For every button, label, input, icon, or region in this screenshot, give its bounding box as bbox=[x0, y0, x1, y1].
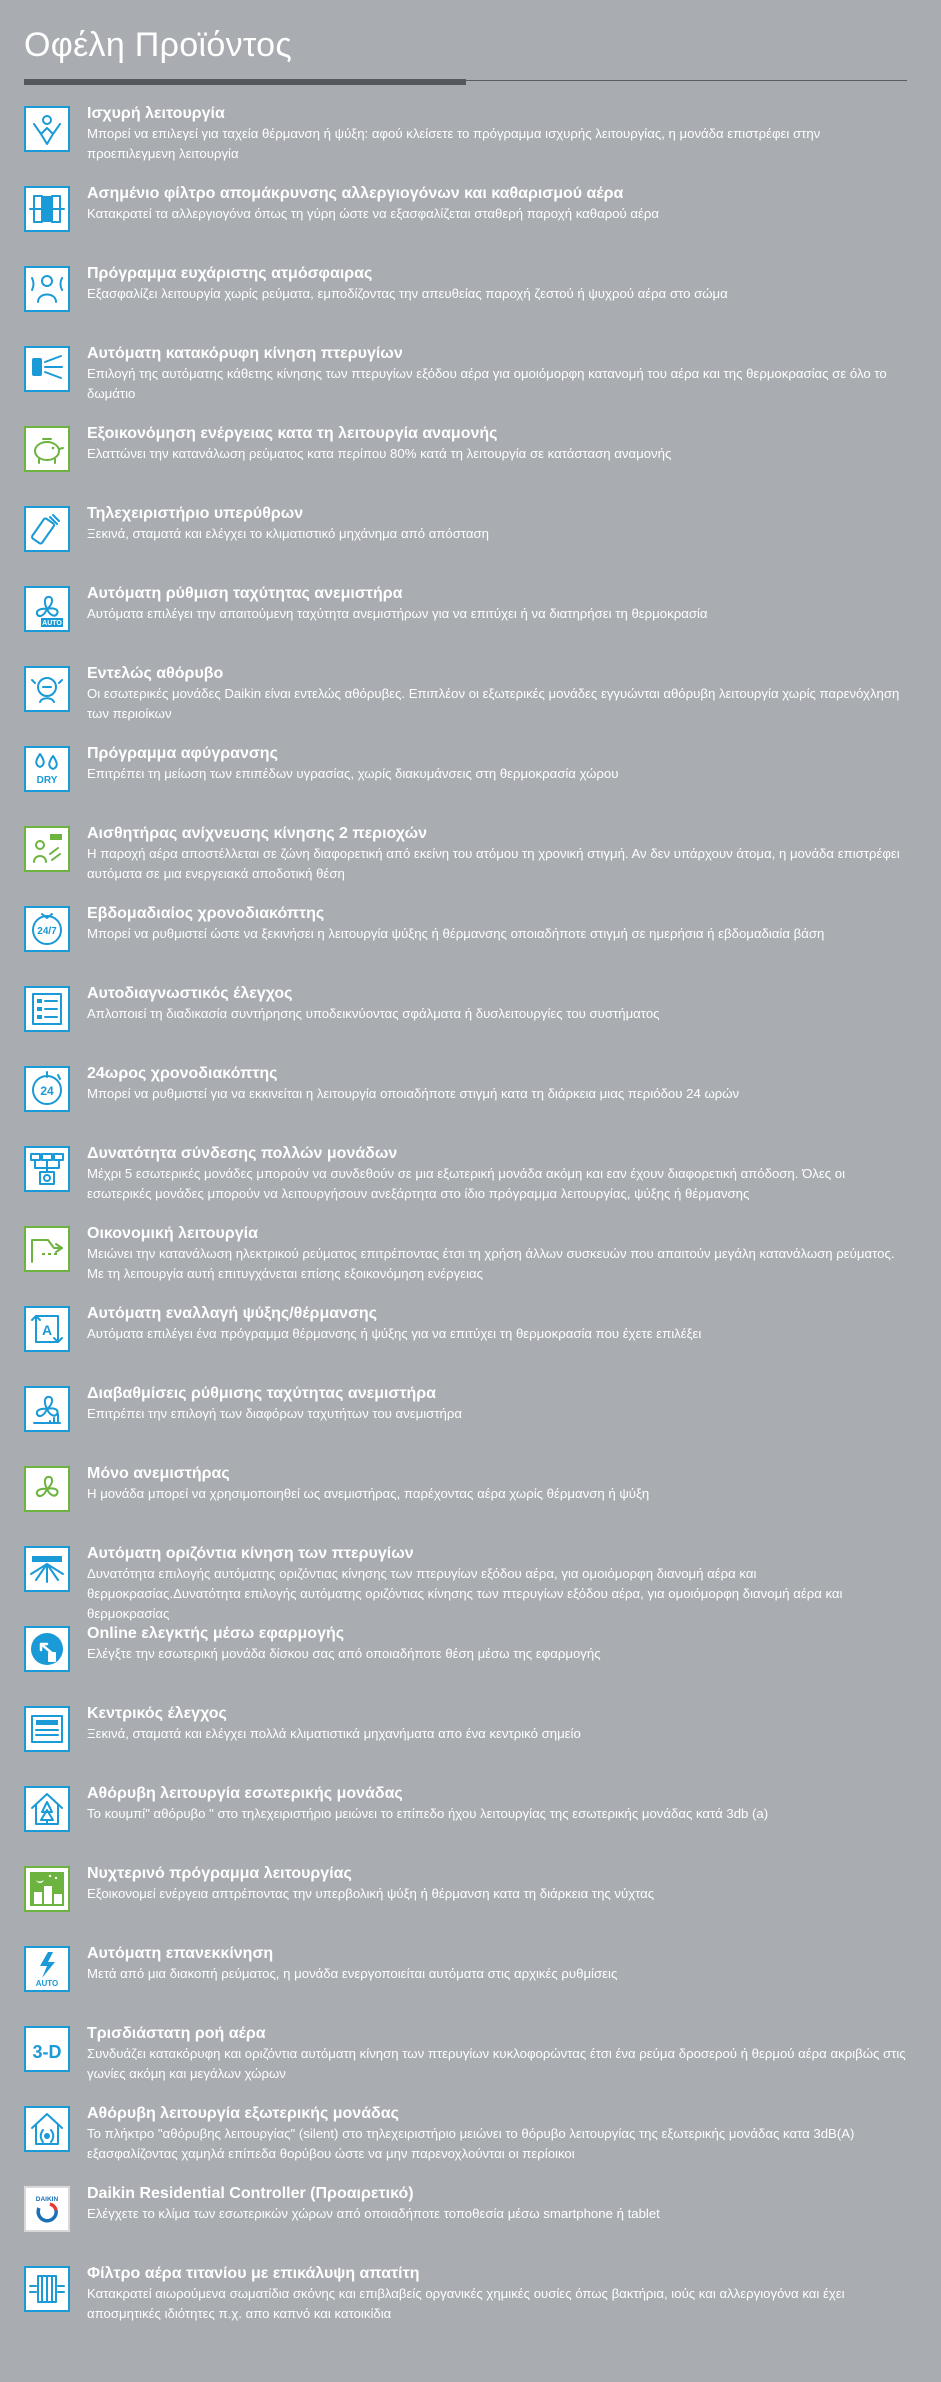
feature-description: Μπορεί να επιλεγεί για ταχεία θέρμανση ή ψύξη: αφού κλείσετε το πρόγραμμα ισχυρής λειτουργίας, η μονάδα επιστρέφει στην προεπιλεγμενη λειτουργία bbox=[87, 126, 821, 161]
titanium-filter-icon bbox=[24, 2266, 70, 2312]
feature-description: Ξεκινά, σταματά και ελέγχει πολλά κλιματιστικά μηχανήματα απο ένα κεντρικό σημείο bbox=[87, 1726, 581, 1741]
feature-title: Εντελώς αθόρυβο bbox=[87, 665, 224, 682]
feature-title: Αυτόματη κατακόρυφη κίνηση πτερυγίων bbox=[87, 345, 403, 362]
feature-description: Επιτρέπει την επιλογή των διαφόρων ταχυτήτων του ανεμιστήρα bbox=[87, 1406, 462, 1421]
title-underline-accent bbox=[24, 79, 466, 85]
feature-item bbox=[24, 1304, 908, 1384]
feature-item bbox=[24, 1864, 908, 1944]
feature-item bbox=[24, 344, 908, 424]
feature-item bbox=[24, 1704, 908, 1784]
feature-title: Διαβαθμίσεις ρύθμισης ταχύτητας ανεμιστήρα bbox=[87, 1385, 437, 1402]
feature-item bbox=[24, 584, 908, 664]
weekly-timer-icon bbox=[24, 906, 70, 952]
powerful-mode-icon bbox=[24, 106, 70, 152]
piggy-bank-icon bbox=[24, 426, 70, 472]
feature-text bbox=[87, 264, 908, 304]
feature-text bbox=[87, 2264, 908, 2324]
svg-text:AUTO: AUTO bbox=[42, 620, 62, 627]
feature-text bbox=[87, 584, 908, 624]
feature-title: Δυνατότητα σύνδεσης πολλών μονάδων bbox=[87, 1145, 398, 1162]
feature-item bbox=[24, 2024, 908, 2104]
feature-text bbox=[87, 1144, 908, 1204]
feature-title: Εβδομαδιαίος χρονοδιακόπτης bbox=[87, 905, 325, 922]
auto-restart-icon bbox=[24, 1946, 70, 1992]
feature-title: Daikin Residential Controller (Προαιρετικό) bbox=[87, 2185, 414, 2202]
feature-text bbox=[87, 104, 908, 164]
feature-description: Μετά από μια διακοπή ρεύματος, η μονάδα ενεργοποιείται αυτόματα στις αρχικές ρυθμίσεις bbox=[87, 1966, 618, 1981]
feature-item bbox=[24, 104, 908, 184]
feature-item bbox=[24, 1144, 908, 1224]
feature-item bbox=[24, 184, 908, 264]
feature-item bbox=[24, 264, 908, 344]
feature-text bbox=[87, 904, 908, 944]
feature-description: Μειώνει την κατανάλωση ηλεκτρικού ρεύματος επιτρέποντας έτσι τη χρήση άλλων συσκευών που απαιτούν μεγάλη κατανάλωση ρεύματος. Με τη λειτουργία αυτή επιτυγχάνεται επίσης εξοικονόμηση ενέργειας bbox=[87, 1246, 895, 1281]
feature-text bbox=[87, 424, 908, 464]
svg-text:24/7: 24/7 bbox=[37, 926, 57, 937]
feature-item bbox=[24, 824, 908, 904]
feature-title: Νυχτερινό πρόγραμμα λειτουργίας bbox=[87, 1865, 352, 1882]
feature-item bbox=[24, 1544, 908, 1624]
feature-description: Απλοποιεί τη διαδικασία συντήρησης υποδεικνύοντας σφάλματα ή δυσλειτουργίες του συστήματος bbox=[87, 1006, 660, 1021]
feature-text bbox=[87, 824, 908, 884]
feature-title: Εξοικονόμηση ενέργειας κατα τη λειτουργία αναμονής bbox=[87, 425, 498, 442]
feature-text bbox=[87, 344, 908, 404]
feature-title: Online ελεγκτής μέσω εφαρμογής bbox=[87, 1625, 345, 1642]
feature-text bbox=[87, 504, 908, 544]
feature-text bbox=[87, 1384, 908, 1424]
feature-title: Αυτόματη ρύθμιση ταχύτητας ανεμιστήρα bbox=[87, 585, 403, 602]
feature-title: Πρόγραμμα ευχάριστης ατμόσφαιρας bbox=[87, 265, 373, 282]
feature-text bbox=[87, 1224, 908, 1284]
feature-item bbox=[24, 2184, 908, 2264]
feature-title: Ασημένιο φίλτρο απομάκρυνσης αλλεργιογόνων και καθαρισμού αέρα bbox=[87, 185, 624, 202]
feature-description: Η παροχή αέρα αποστέλλεται σε ζώνη διαφορετική από εκείνη του ατόμου τη χρονική στιγμή. Αν δεν υπάρχουν άτομα, η μονάδα επιστρέφει αυτόματα σε μια ενεργειακά αποδοτική θέση bbox=[87, 846, 900, 881]
comfort-mode-icon bbox=[24, 266, 70, 312]
24-hour-timer-icon bbox=[24, 1066, 70, 1112]
svg-text:24: 24 bbox=[40, 1084, 54, 1098]
dry-mode-icon bbox=[24, 746, 70, 792]
feature-description: Επιλογή της αυτόματης κάθετης κίνησης των πτερυγίων εξόδου αέρα για ομοιόμορφη κατανομή του αέρα και της θερμοκρασίας σε όλο το δωμάτιο bbox=[87, 366, 887, 401]
feature-item bbox=[24, 2264, 908, 2344]
svg-text:3-D: 3-D bbox=[32, 2042, 62, 2062]
feature-text bbox=[87, 2104, 908, 2164]
feature-title: 24ωρος χρονοδιακόπτης bbox=[87, 1065, 278, 1082]
feature-title: Αθόρυβη λειτουργία εξωτερικής μονάδας bbox=[87, 2105, 399, 2122]
feature-description: Το πλήκτρο "αθόρυβης λειτουργίας" (silent) στο τηλεχειριστήριο μειώνει το θόρυβο λειτουργίας της εξωτερικής μονάδας κατα 3dB(A) εξασφαλίζοντας χαμηλά επίπεδα θορύβου ώστε να μην παρενοχλούνται οι περίοικοι bbox=[87, 2126, 855, 2161]
feature-description: Μπορεί να ρυθμιστεί ώστε να ξεκινήσει η λειτουργία ψύξης ή θέρμανσης οποιαδήποτε στιγμή σε ημερήσια ή εβδομαδιαία βάση bbox=[87, 926, 825, 941]
feature-item bbox=[24, 664, 908, 744]
svg-text:A: A bbox=[41, 1322, 53, 1338]
feature-item bbox=[24, 984, 908, 1064]
3d-airflow-icon bbox=[24, 2026, 70, 2072]
daikin-controller-icon bbox=[24, 2186, 70, 2232]
feature-title: Αθόρυβη λειτουργία εσωτερικής μονάδας bbox=[87, 1785, 403, 1802]
online-controller-icon bbox=[24, 1626, 70, 1672]
feature-text bbox=[87, 984, 908, 1024]
svg-text:DRY: DRY bbox=[36, 775, 58, 786]
feature-text bbox=[87, 1784, 908, 1824]
horizontal-swing-icon bbox=[24, 1546, 70, 1592]
feature-description: Συνδυάζει κατακόρυφη και οριζόντια αυτόματη κίνηση των πτερυγίων κυκλοφορώντας έτσι ένα ρεύμα δροσερού ή θερμού αέρα ακριβώς στις γωνίες ακόμη και μεγάλων χώρων bbox=[87, 2046, 906, 2081]
feature-description: Αυτόματα επιλέγει ένα πρόγραμμα θέρμανσης ή ψύξης για να επιτύχει τη θερμοκρασία που έχετε επιλέξει bbox=[87, 1326, 702, 1341]
feature-description: Ελέγξτε την εσωτερική μονάδα δίσκου σας από οποιαδήποτε θέση μέσω της εφαρμογής bbox=[87, 1646, 601, 1661]
feature-item bbox=[24, 2104, 908, 2184]
feature-title: Τρισδιάστατη ροή αέρα bbox=[87, 2025, 266, 2042]
feature-title: Ισχυρή λειτουργία bbox=[87, 105, 225, 122]
feature-item bbox=[24, 1784, 908, 1864]
feature-item bbox=[24, 504, 908, 584]
feature-description: Αυτόματα επιλέγει την απαιτούμενη ταχύτητα ανεμιστήρων για να επιτύχει ή να διατηρήσει τη θερμοκρασία bbox=[87, 606, 708, 621]
feature-title: Μόνο ανεμιστήρας bbox=[87, 1465, 230, 1482]
outdoor-quiet-icon bbox=[24, 2106, 70, 2152]
silver-filter-icon bbox=[24, 186, 70, 232]
motion-sensor-icon bbox=[24, 826, 70, 872]
features-list bbox=[24, 104, 908, 2344]
feature-title: Αυτόματη εναλλαγή ψύξης/θέρμανσης bbox=[87, 1305, 378, 1322]
centralised-control-icon bbox=[24, 1706, 70, 1752]
feature-title: Τηλεχειριστήριο υπερύθρων bbox=[87, 505, 304, 522]
feature-description: Μέχρι 5 εσωτερικές μονάδες μπορούν να συνδεθούν σε μια εξωτερική μονάδα ακόμη και εαν έχουν διαφορετική απόδοση. Όλες οι εσωτερικές μονάδες μπορούν να λειτουργήσουν ανεξάρτητα στο ίδιο πρόγραμμα λειτουργίας, ψύξης ή θέρμανσης bbox=[87, 1166, 846, 1201]
feature-title: Αυτοδιαγνωστικός έλεγχος bbox=[87, 985, 293, 1002]
feature-description: Η μονάδα μπορεί να χρησιμοποιηθεί ως ανεμιστήρας, παρέχοντας αέρα χωρίς θέρμανση ή ψύξη bbox=[87, 1486, 650, 1501]
feature-title: Κεντρικός έλεγχος bbox=[87, 1705, 227, 1722]
feature-text bbox=[87, 1064, 908, 1104]
feature-description: Κατακρατεί τα αλλεργιογόνα όπως τη γύρη ώστε να εξασφαλίζεται σταθερή παροχή καθαρού αέρα bbox=[87, 206, 660, 221]
feature-item bbox=[24, 1224, 908, 1304]
feature-description: Ελέγχετε το κλίμα των εσωτερικών χώρων από οποιαδήποτε τοποθεσία μέσω smartphone ή tablet bbox=[87, 2206, 660, 2221]
feature-description: Ξεκινά, σταματά και ελέγχει το κλιματιστικό μηχάνημα από απόσταση bbox=[87, 526, 490, 541]
feature-description: Εξοικονομεί ενέργεια απτρέποντας την υπερβολική ψύξη ή θέρμανση κατα τη διάρκεια της νύχτας bbox=[87, 1886, 655, 1901]
indoor-quiet-icon bbox=[24, 1786, 70, 1832]
feature-item bbox=[24, 1464, 908, 1544]
whisper-quiet-icon bbox=[24, 666, 70, 712]
feature-item bbox=[24, 1944, 908, 2024]
feature-title: Αυτόματη οριζόντια κίνηση των πτερυγίων bbox=[87, 1545, 414, 1562]
feature-title: Πρόγραμμα αφύγρανσης bbox=[87, 745, 278, 762]
page-title: Οφέλη Προϊόντος bbox=[24, 26, 293, 64]
feature-description: Οι εσωτερικές μονάδες Daikin είναι εντελώς αθόρυβες. Επιπλέον οι εξωτερικές μονάδες εγγυώνται αθόρυβη λειτουργία χωρίς παρενόχληση των περιοίκων bbox=[87, 686, 900, 721]
feature-item bbox=[24, 1384, 908, 1464]
fan-speed-steps-icon bbox=[24, 1386, 70, 1432]
feature-text bbox=[87, 1464, 908, 1504]
infrared-remote-icon bbox=[24, 506, 70, 552]
svg-text:DAIKIN: DAIKIN bbox=[35, 2196, 59, 2203]
feature-text bbox=[87, 744, 908, 784]
feature-description: Το κουμπί" αθόρυβο " στο τηλεχειριστήριο μειώνει το επίπεδο ήχου λειτουργίας της εσωτερικής μονάδας κατά 3db (a) bbox=[87, 1806, 769, 1821]
auto-changeover-icon bbox=[24, 1306, 70, 1352]
feature-description: Επιτρέπει τη μείωση των επιπέδων υγρασίας, χωρίς διακυμάνσεις στη θερμοκρασία χώρου bbox=[87, 766, 619, 781]
svg-text:AUTO: AUTO bbox=[35, 1979, 59, 1988]
feature-text bbox=[87, 184, 908, 224]
feature-text bbox=[87, 1864, 908, 1904]
feature-item bbox=[24, 1064, 908, 1144]
feature-text bbox=[87, 1624, 908, 1664]
feature-text bbox=[87, 1304, 908, 1344]
feature-text bbox=[87, 664, 908, 724]
feature-text bbox=[87, 1544, 908, 1624]
feature-text bbox=[87, 1704, 908, 1744]
feature-text bbox=[87, 2184, 908, 2224]
feature-description: Μπορεί να ρυθμιστεί για να εκκινείται η λειτουργία οποιαδήποτε στιγμή κατα τη διάρκεια μιας περιόδου 24 ωρών bbox=[87, 1086, 740, 1101]
feature-item bbox=[24, 424, 908, 504]
feature-item bbox=[24, 1624, 908, 1704]
econo-mode-icon bbox=[24, 1226, 70, 1272]
feature-item bbox=[24, 744, 908, 824]
multi-model-icon bbox=[24, 1146, 70, 1192]
feature-description: Δυνατότητα επιλογής αυτόματης οριζόντιας κίνησης των πτερυγίων εξόδου αέρα, για ομοιόμορφη διανομή αέρα και θερμοκρασίας.Δυνατότητα επιλογής αυτόματης οριζόντιας κίνησης των πτερυγίων εξόδου αέρα, για ομοιόμορφη διανομή αέρα και θερμοκρασίας bbox=[87, 1566, 843, 1621]
vertical-swing-icon bbox=[24, 346, 70, 392]
self-diagnosis-icon bbox=[24, 986, 70, 1032]
feature-text bbox=[87, 2024, 908, 2084]
feature-text bbox=[87, 1944, 908, 1984]
feature-title: Οικονομική λειτουργία bbox=[87, 1225, 258, 1242]
auto-fan-icon bbox=[24, 586, 70, 632]
fan-only-icon bbox=[24, 1466, 70, 1512]
feature-title: Αυτόματη επανεκκίνηση bbox=[87, 1945, 274, 1962]
feature-description: Εξασφαλίζει λειτουργία χωρίς ρεύματα, εμποδίζοντας την απευθείας παροχή ζεστού ή ψυχρού αέρα στο σώμα bbox=[87, 286, 728, 301]
night-mode-icon bbox=[24, 1866, 70, 1912]
feature-description: Κατακρατεί αιωρούμενα σωματίδια σκόνης και επιβλαβείς οργανικές χημικές ουσίες όπως βακτήρια, ιούς και αλλεργιογόνα και έχει αποσμητικές ιδιότητες π.χ. απο καπνό και κατοικίδια bbox=[87, 2286, 845, 2321]
feature-title: Φίλτρο αέρα τιτανίου με επικάλυψη απατίτη bbox=[87, 2265, 420, 2282]
feature-title: Αισθητήρας ανίχνευσης κίνησης 2 περιοχών bbox=[87, 825, 427, 842]
feature-item bbox=[24, 904, 908, 984]
feature-description: Ελαττώνει την κατανάλωση ρεύματος κατα περίπου 80% κατά τη λειτουργία σε κατάσταση αναμονής bbox=[87, 446, 672, 461]
